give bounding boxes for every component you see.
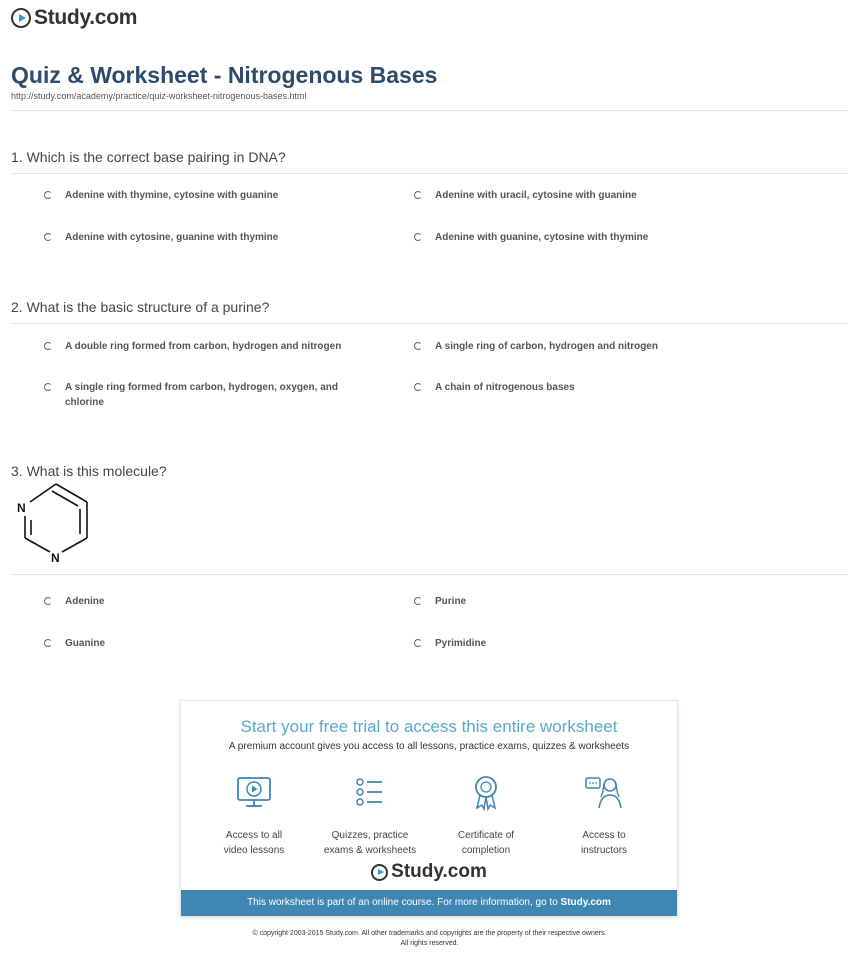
copyright-line: © copyright 2003-2015 Study.com. All other trademarks and copyrights are the property of their respective owners.: [252, 930, 607, 937]
promo-subtitle: A premium account gives you access to all lessons, practice exams, quizzes & worksheets: [228, 741, 630, 752]
play-circle-icon: [11, 8, 31, 28]
radio-button-icon[interactable]: [414, 383, 422, 391]
radio-button-icon[interactable]: [44, 233, 52, 241]
promo-bar-text: This worksheet is part of an online course. For more information, go to: [247, 897, 561, 908]
answer-option[interactable]: Adenine with uracil, cytosine with guanine: [414, 188, 745, 203]
page-url[interactable]: http://study.com/academy/practice/quiz-worksheet-nitrogenous-bases.html: [11, 91, 307, 101]
feature-certificate: [426, 773, 546, 858]
question-2: 2. What is the basic structure of a purine?: [11, 299, 270, 315]
answer-option[interactable]: A single ring of carbon, hydrogen and nitrogen: [414, 339, 745, 354]
pyrimidine-structure-diagram: [14, 480, 94, 568]
answer-option[interactable]: A chain of nitrogenous bases: [414, 380, 745, 395]
feature-instructors: [544, 773, 664, 858]
radio-button-icon[interactable]: [414, 639, 422, 647]
feature-label: exams & worksheets: [323, 845, 417, 856]
nitrogen-label: N: [17, 501, 26, 515]
promo-logo[interactable]: [181, 861, 677, 883]
feature-label: Access to: [582, 830, 626, 841]
copyright-line: All rights reserved.: [400, 940, 459, 947]
divider: [11, 110, 848, 111]
nitrogen-label: N: [51, 551, 60, 565]
page-title: Quiz & Worksheet - Nitrogenous Bases: [11, 62, 438, 88]
logo-text: Study.com: [34, 6, 138, 29]
answer-option[interactable]: Adenine with thymine, cytosine with guanine: [44, 188, 375, 203]
divider: [11, 173, 848, 174]
answer-option[interactable]: A double ring formed from carbon, hydrogen and nitrogen: [44, 339, 375, 354]
copyright-notice: [0, 929, 859, 949]
radio-button-icon[interactable]: [44, 639, 52, 647]
answer-option[interactable]: Adenine with cytosine, guanine with thymine: [44, 230, 375, 245]
answer-option[interactable]: Purine: [414, 594, 745, 609]
feature-label: Access to all: [225, 830, 283, 841]
promo-info-bar: [181, 890, 677, 916]
video-lesson-icon: [234, 773, 274, 813]
feature-label: video lessons: [223, 845, 285, 856]
radio-button-icon[interactable]: [414, 342, 422, 350]
answer-option[interactable]: Guanine: [44, 636, 375, 651]
radio-button-icon[interactable]: [44, 191, 52, 199]
radio-button-icon[interactable]: [414, 233, 422, 241]
feature-label: instructors: [580, 845, 628, 856]
radio-button-icon[interactable]: [44, 342, 52, 350]
study-logo[interactable]: [11, 6, 137, 30]
feature-label: Certificate of: [457, 830, 515, 841]
answer-option[interactable]: Adenine: [44, 594, 375, 609]
certificate-icon: [466, 773, 506, 813]
radio-button-icon[interactable]: [414, 597, 422, 605]
question-3: 3. What is this molecule?: [11, 463, 167, 479]
promo-title[interactable]: Start your free trial to access this entire worksheet: [240, 717, 618, 736]
instructor-icon: [584, 773, 624, 813]
feature-label: Quizzes, practice: [331, 830, 409, 841]
answer-option[interactable]: Pyrimidine: [414, 636, 745, 651]
feature-label: completion: [461, 845, 511, 856]
answer-option[interactable]: A single ring formed from carbon, hydrogen, oxygen, and chlorine: [44, 380, 370, 410]
radio-button-icon[interactable]: [414, 191, 422, 199]
promo-logo-text: Study.com: [391, 861, 487, 882]
question-1: 1. Which is the correct base pairing in DNA?: [11, 149, 286, 165]
divider: [11, 574, 848, 575]
divider: [11, 323, 848, 324]
hexagon-ring: [25, 484, 87, 552]
feature-quizzes: [310, 773, 430, 858]
free-trial-promo[interactable]: [180, 700, 678, 917]
play-circle-icon: [371, 864, 388, 881]
study-link[interactable]: Study.com: [560, 897, 611, 908]
feature-video-lessons: [194, 773, 314, 858]
radio-button-icon[interactable]: [44, 383, 52, 391]
answer-option[interactable]: Adenine with guanine, cytosine with thymine: [414, 230, 745, 245]
quiz-list-icon: [350, 773, 390, 813]
radio-button-icon[interactable]: [44, 597, 52, 605]
